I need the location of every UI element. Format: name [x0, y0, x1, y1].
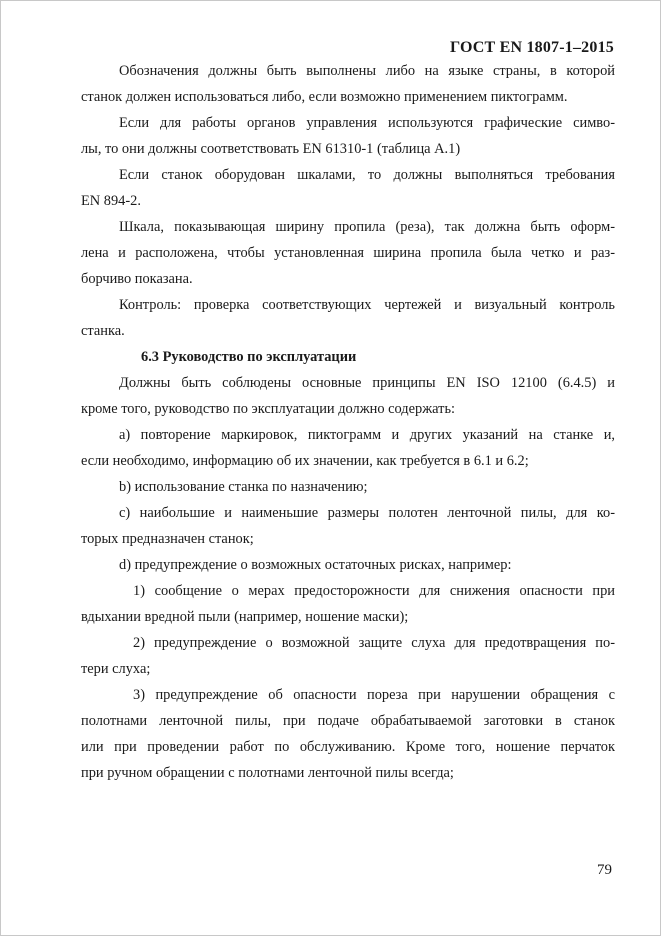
- list-item-c: [81, 500, 615, 552]
- paragraph-basic-principles: [81, 370, 615, 422]
- text-line: станок должен использоваться либо, если возможно применением пиктограмм.: [81, 89, 568, 105]
- text-line: борчиво показана.: [81, 271, 193, 287]
- text-line: кроме того, руководство по эксплуатации должно содержать:: [81, 401, 456, 417]
- text-line: EN 894-2.: [81, 193, 141, 209]
- list-item-a: [81, 422, 615, 474]
- text-line: b) использование станка по назначению;: [119, 479, 368, 495]
- text-line: если необходимо, информацию об их значении, как требуется в 6.1 и 6.2;: [81, 453, 529, 469]
- text-line: Если станок оборудован шкалами, то должны выполняться требования: [119, 167, 615, 183]
- sub-item-2: [81, 630, 615, 682]
- text-line: Обозначения должны быть выполнены либо на языке страны, в которой: [119, 63, 615, 79]
- paragraph-control: [81, 292, 615, 344]
- text-line: с) наибольшие и наименьшие размеры полотен ленточной пилы, для ко-: [119, 505, 615, 521]
- sub-item-1: [81, 578, 615, 630]
- text-line: Контроль: проверка соответствующих чертежей и визуальный контроль: [119, 297, 615, 313]
- paragraph-cut-width-scale: [81, 214, 615, 292]
- paragraph-scales: [81, 162, 615, 214]
- text-line: 2) предупреждение о возможной защите слуха для предотвращения по-: [133, 635, 615, 651]
- document-code-header: ГОСТ EN 1807-1–2015: [449, 39, 614, 56]
- paragraph-designations: [81, 58, 615, 110]
- text-line: вдыхании вредной пыли (например, ношение маски);: [81, 609, 409, 625]
- text-line: торых предназначен станок;: [81, 531, 254, 547]
- sub-item-3: [81, 682, 615, 786]
- text-line: тери слуха;: [81, 661, 151, 677]
- page-number: 79: [597, 862, 612, 878]
- text-line: 1) сообщение о мерах предосторожности для снижения опасности при: [133, 583, 615, 599]
- list-item-d: [81, 552, 615, 578]
- text-line: Шкала, показывающая ширину пропила (реза), так должна быть оформ-: [119, 219, 615, 235]
- text-line: лена и расположена, чтобы установленная ширина пропила была четко и раз-: [81, 245, 615, 261]
- paragraph-graphic-symbols: [81, 110, 615, 162]
- text-line: лы, то они должны соответствовать EN 61310-1 (таблица А.1): [81, 141, 461, 157]
- text-line: d) предупреждение о возможных остаточных рисках, например:: [119, 557, 512, 573]
- document-body: [81, 58, 615, 786]
- text-line: или при проведении работ по обслуживанию. Кроме того, ношение перчаток: [81, 739, 615, 755]
- section-title: 6.3 Руководство по эксплуатации: [141, 349, 357, 365]
- text-line: при ручном обращении с полотнами ленточной пилы всегда;: [81, 765, 454, 781]
- text-line: станка.: [81, 323, 125, 339]
- text-line: а) повторение маркировок, пиктограмм и других указаний на станке и,: [119, 427, 615, 443]
- list-item-b: [81, 474, 615, 500]
- text-line: Если для работы органов управления используются графические симво-: [119, 115, 615, 131]
- text-line: 3) предупреждение об опасности пореза при нарушении обращения с: [133, 687, 615, 703]
- text-line: полотнами ленточной пилы, при подаче обрабатываемой заготовки в станок: [81, 713, 615, 729]
- text-line: Должны быть соблюдены основные принципы EN ISO 12100 (6.4.5) и: [119, 375, 615, 391]
